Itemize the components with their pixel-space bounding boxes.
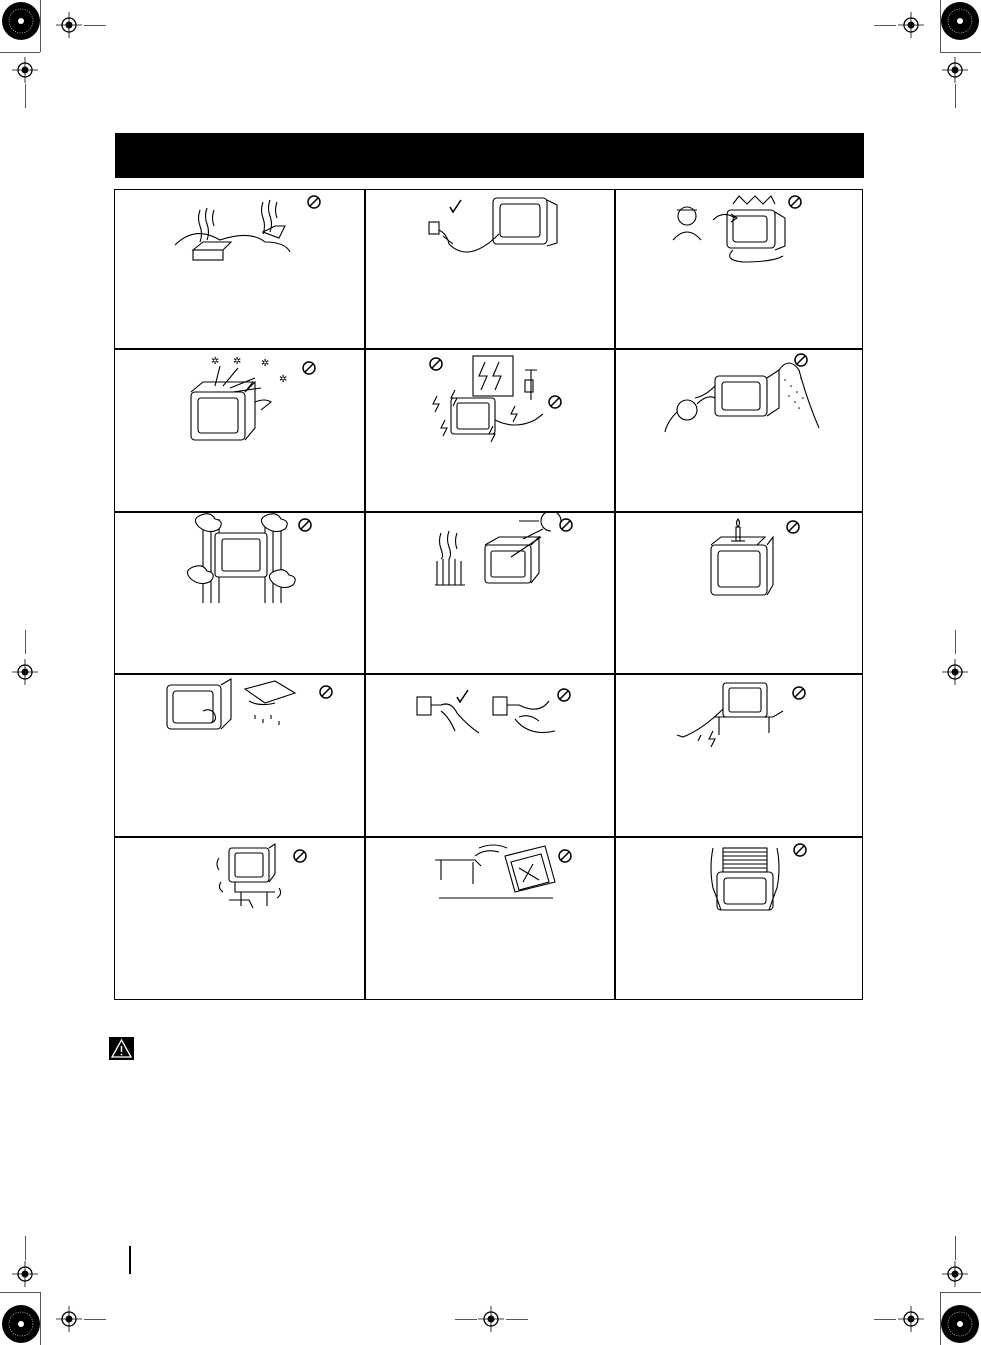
crop-line — [874, 25, 896, 26]
no-sign-icon — [789, 196, 801, 208]
service-technician-icon — [615, 190, 864, 348]
crop-line — [455, 1319, 477, 1320]
no-sign-icon — [560, 519, 572, 531]
registration-target-icon — [898, 12, 924, 38]
check-mark-icon — [450, 200, 461, 212]
registration-target-icon — [12, 57, 38, 83]
panel-service-technician — [615, 190, 864, 348]
registration-target-icon — [478, 1306, 504, 1332]
crop-line — [25, 84, 26, 108]
crop-line — [506, 1319, 528, 1320]
svg-text:✲: ✲ — [261, 358, 270, 369]
crop-line — [84, 25, 106, 26]
panel-tv-plugged-in — [365, 190, 614, 348]
crop-line — [40, 0, 41, 52]
no-sign-icon — [294, 850, 306, 862]
crop-line — [0, 1292, 40, 1293]
warning-triangle-icon — [109, 1037, 134, 1060]
safety-illustration-grid — [114, 189, 863, 1000]
crop-line — [84, 1319, 106, 1320]
crop-line — [940, 52, 981, 53]
registration-target-icon — [56, 12, 82, 38]
no-sign-icon — [558, 689, 570, 701]
unstable-stand-icon — [115, 838, 364, 1001]
crop-line — [955, 1236, 956, 1260]
panel-falling-tv — [365, 838, 614, 1001]
heat-and-sunlight-icon — [365, 513, 614, 673]
crop-line — [25, 1236, 26, 1260]
rosette-mark-bottom-right — [940, 1304, 980, 1344]
panel-objects-inserted — [115, 350, 364, 511]
panel-damaged-cord — [615, 675, 864, 836]
no-sign-icon — [549, 396, 561, 408]
no-sign-icon — [320, 686, 332, 698]
crop-line — [955, 84, 956, 108]
wet-cloth-cleaning-icon — [115, 675, 364, 836]
rosette-mark-top-right — [940, 1, 980, 41]
registration-target-icon — [942, 659, 968, 685]
panel-heat-sunlight — [365, 513, 614, 673]
crop-line — [955, 630, 956, 654]
registration-target-icon — [898, 1306, 924, 1332]
registration-target-icon — [12, 659, 38, 685]
lightning-storm-icon — [365, 350, 614, 511]
no-sign-icon — [559, 850, 571, 862]
registration-target-icon — [942, 57, 968, 83]
registration-target-icon — [56, 1306, 82, 1332]
objects-inserted-in-tv-icon — [115, 350, 364, 511]
crop-line — [940, 1292, 981, 1293]
panel-pull-plug — [365, 675, 614, 836]
panel-heavy-objects — [615, 838, 864, 1001]
damaged-power-cord-icon — [615, 675, 864, 836]
power-strip-overload-icon — [115, 190, 364, 348]
registration-target-icon — [942, 1261, 968, 1287]
pulling-plug-by-cord-icon — [365, 675, 614, 836]
no-sign-icon — [793, 687, 805, 699]
panel-lightning-storm — [365, 350, 614, 511]
svg-text:✲: ✲ — [211, 356, 220, 367]
svg-text:✲: ✲ — [279, 374, 288, 385]
crop-line — [0, 52, 40, 53]
tv-plugged-into-outlet-icon — [365, 190, 614, 348]
panel-moisture-kettle — [615, 350, 864, 511]
candle-on-tv-icon — [615, 513, 864, 673]
check-mark-icon — [457, 690, 468, 702]
svg-text:✲: ✲ — [233, 356, 242, 367]
no-sign-icon — [794, 844, 806, 856]
no-sign-icon — [787, 521, 799, 533]
crop-line — [940, 0, 941, 52]
moisture-kettle-icon — [615, 350, 864, 511]
no-sign-icon — [430, 358, 442, 370]
rosette-mark-bottom-left — [1, 1304, 41, 1344]
no-sign-icon — [303, 362, 315, 374]
section-header-band — [115, 133, 864, 178]
no-sign-icon — [308, 196, 320, 208]
rosette-mark-top-left — [1, 1, 41, 41]
page-number-bar — [129, 1246, 131, 1274]
crop-line — [40, 1292, 41, 1345]
registration-target-icon — [12, 1261, 38, 1287]
no-sign-icon — [795, 354, 807, 366]
panel-blocked-ventilation — [115, 513, 364, 673]
crop-line — [874, 1319, 896, 1320]
blocked-ventilation-icon — [115, 513, 364, 673]
crop-line — [25, 630, 26, 654]
heavy-objects-on-tv-icon — [615, 838, 864, 1001]
no-sign-icon — [299, 519, 311, 531]
panel-wet-cloth-cleaning — [115, 675, 364, 836]
crop-line — [940, 1292, 941, 1345]
panel-power-strip-overload — [115, 190, 364, 348]
falling-tv-icon — [365, 838, 614, 1001]
panel-unstable-stand — [115, 838, 364, 1001]
panel-candle-on-tv — [615, 513, 864, 673]
